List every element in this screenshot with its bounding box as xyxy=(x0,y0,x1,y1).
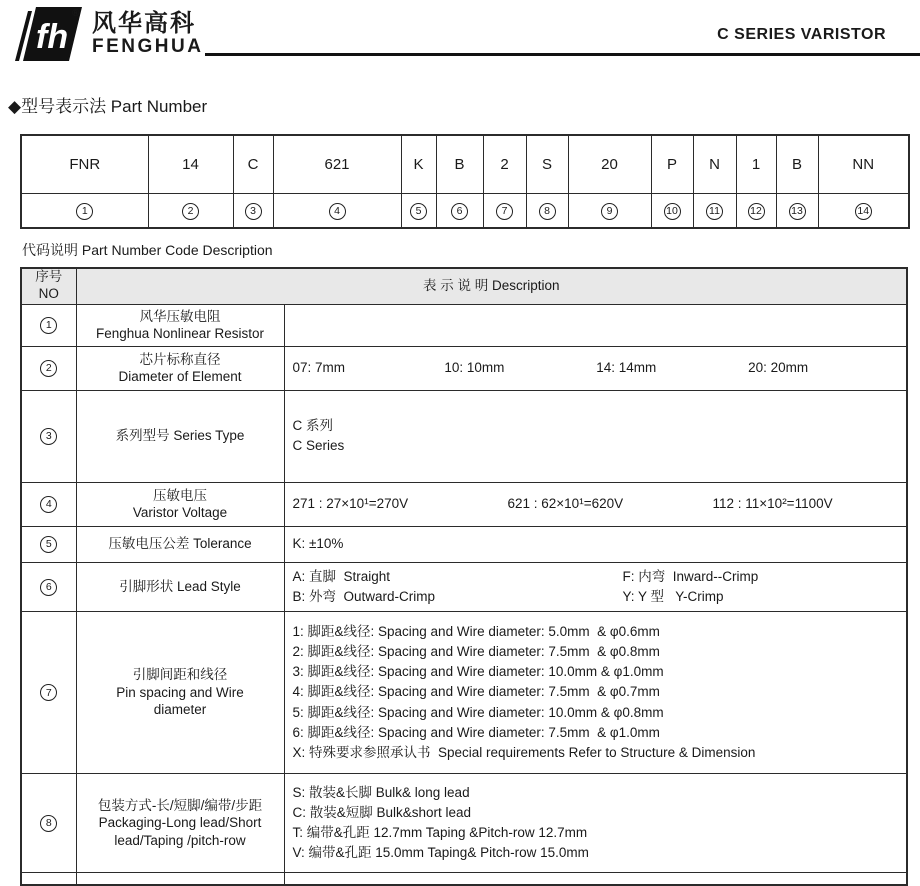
row-circled-number: 7 xyxy=(40,684,57,701)
header-description-cell: 表 示 说 明 Description xyxy=(76,268,907,304)
part-number-table xyxy=(20,134,910,229)
row-label: 系列型号 Series Type xyxy=(76,390,284,482)
description-table-header xyxy=(21,268,907,304)
header-no-en: NO xyxy=(38,286,59,302)
code-row-6 xyxy=(21,562,907,612)
pn-segment-code: B xyxy=(776,135,818,193)
circled-number-3: 3 xyxy=(245,203,262,220)
pn-segment-code: 2 xyxy=(483,135,526,193)
pn-segment-code: 1 xyxy=(736,135,776,193)
pn-segment-code: N xyxy=(693,135,736,193)
svg-text:fh: fh xyxy=(36,18,69,56)
part-number-index-row xyxy=(21,193,909,228)
code-row-8 xyxy=(21,774,907,873)
code-row-4 xyxy=(21,482,907,526)
row-circled-number: 8 xyxy=(40,815,57,832)
circled-number-9: 9 xyxy=(601,203,618,220)
row-label: 引脚形状 Lead Style xyxy=(76,562,284,612)
circled-number-12: 12 xyxy=(748,203,765,220)
row-description: K: ±10% xyxy=(284,526,907,562)
row-label: 包装方式-长/短脚/编带/步距 Packaging-Long lead/Short lead/Taping /pitch-row xyxy=(76,774,284,873)
row-description: 271 : 27×10¹=270V 621 : 62×10¹=620V 112 : 11×10²=1100V xyxy=(284,482,907,526)
code-row-2 xyxy=(21,346,907,390)
row-description: 07: 7mm 10: 10mm 14: 14mm 20: 20mm xyxy=(284,346,907,390)
row-label: 压敏电压公差 Tolerance xyxy=(76,526,284,562)
row-label: 芯片标称直径 Diameter of Element xyxy=(76,346,284,390)
pn-segment-code: FNR xyxy=(21,135,148,193)
circled-number-13: 13 xyxy=(789,203,806,220)
pn-segment-code: 20 xyxy=(568,135,651,193)
header-no-cn: 序号 xyxy=(35,269,63,285)
row-label: 风华压敏电阻 Fenghua Nonlinear Resistor xyxy=(76,304,284,346)
header-rule xyxy=(205,53,920,56)
pn-segment-code: NN xyxy=(818,135,909,193)
brand-text xyxy=(92,11,203,57)
code-row-1 xyxy=(21,304,907,346)
row-description: 1: 脚距&线径: Spacing and Wire diameter: 5.0mm & φ0.6mm 2: 脚距&线径: Spacing and Wire diameter: 7.5mm & φ0.8mm 3: 脚距&线径: Spacing and Wire diameter: 10.0mm & φ1.0mm 4: 脚距&线径: Spacing and Wire diameter: 7.5mm & φ0.7mm 5: 脚距&线径: Spacing and Wire diameter: 10.0mm & φ0.8mm 6: 脚距&线径: Spacing and Wire diameter: 7.5mm & φ1.0mm X: 特殊要求参照承认书 Special requirements Refer to Structure & Dimension xyxy=(284,612,907,774)
pn-segment-code: 14 xyxy=(148,135,233,193)
code-description-title: 代码说明 Part Number Code Description xyxy=(22,242,273,258)
circled-number-7: 7 xyxy=(496,203,513,220)
row-label: 引脚间距和线径 Pin spacing and Wire diameter xyxy=(76,612,284,774)
circled-number-5: 5 xyxy=(410,203,427,220)
circled-number-14: 14 xyxy=(855,203,872,220)
circled-number-10: 10 xyxy=(664,203,681,220)
row-circled-number: 1 xyxy=(40,317,57,334)
header-no-cell xyxy=(21,268,76,304)
circled-number-1: 1 xyxy=(76,203,93,220)
row-description: S: 散装&长脚 Bulk& long lead C: 散装&短脚 Bulk&short lead T: 编带&孔距 12.7mm Taping &Pitch-row 12.7mm V: 编带&孔距 15.0mm Taping& Pitch-row 15.0mm xyxy=(284,774,907,873)
row-circled-number: 2 xyxy=(40,360,57,377)
pn-segment-code: P xyxy=(651,135,693,193)
registered-trademark-symbol: ® xyxy=(72,8,80,19)
partial-row-clipped xyxy=(21,873,907,885)
row-description: A: 直脚 Straight B: 外弯 Outward-Crimp F: 内弯 Inward--Crimp Y: Y 型 Y-Crimp xyxy=(284,562,907,612)
row-circled-number: 3 xyxy=(40,428,57,445)
circled-number-8: 8 xyxy=(539,203,556,220)
pn-segment-code: K xyxy=(401,135,436,193)
circled-number-2: 2 xyxy=(182,203,199,220)
row-description xyxy=(284,304,907,346)
pn-segment-code: B xyxy=(436,135,483,193)
part-number-code-row xyxy=(21,135,909,193)
row-circled-number: 5 xyxy=(40,536,57,553)
circled-number-11: 11 xyxy=(706,203,723,220)
circled-number-4: 4 xyxy=(329,203,346,220)
row-circled-number: 4 xyxy=(40,496,57,513)
brand-name-chinese: 风华高科 xyxy=(92,10,196,37)
circled-number-6: 6 xyxy=(451,203,468,220)
pn-segment-code: 621 xyxy=(273,135,401,193)
document-header xyxy=(0,0,920,72)
code-row-3 xyxy=(21,390,907,482)
document-title: C SERIES VARISTOR xyxy=(717,26,886,43)
row-label: 压敏电压 Varistor Voltage xyxy=(76,482,284,526)
row-circled-number: 6 xyxy=(40,579,57,596)
brand-name-english: FENGHUA xyxy=(92,36,204,58)
code-row-7 xyxy=(21,612,907,774)
row-description: C 系列 C Series xyxy=(284,390,907,482)
pn-segment-code: C xyxy=(233,135,273,193)
code-description-table xyxy=(20,267,908,886)
pn-segment-code: S xyxy=(526,135,568,193)
section-title-part-number: ◆型号表示法 Part Number xyxy=(8,97,208,116)
code-row-5 xyxy=(21,526,907,562)
